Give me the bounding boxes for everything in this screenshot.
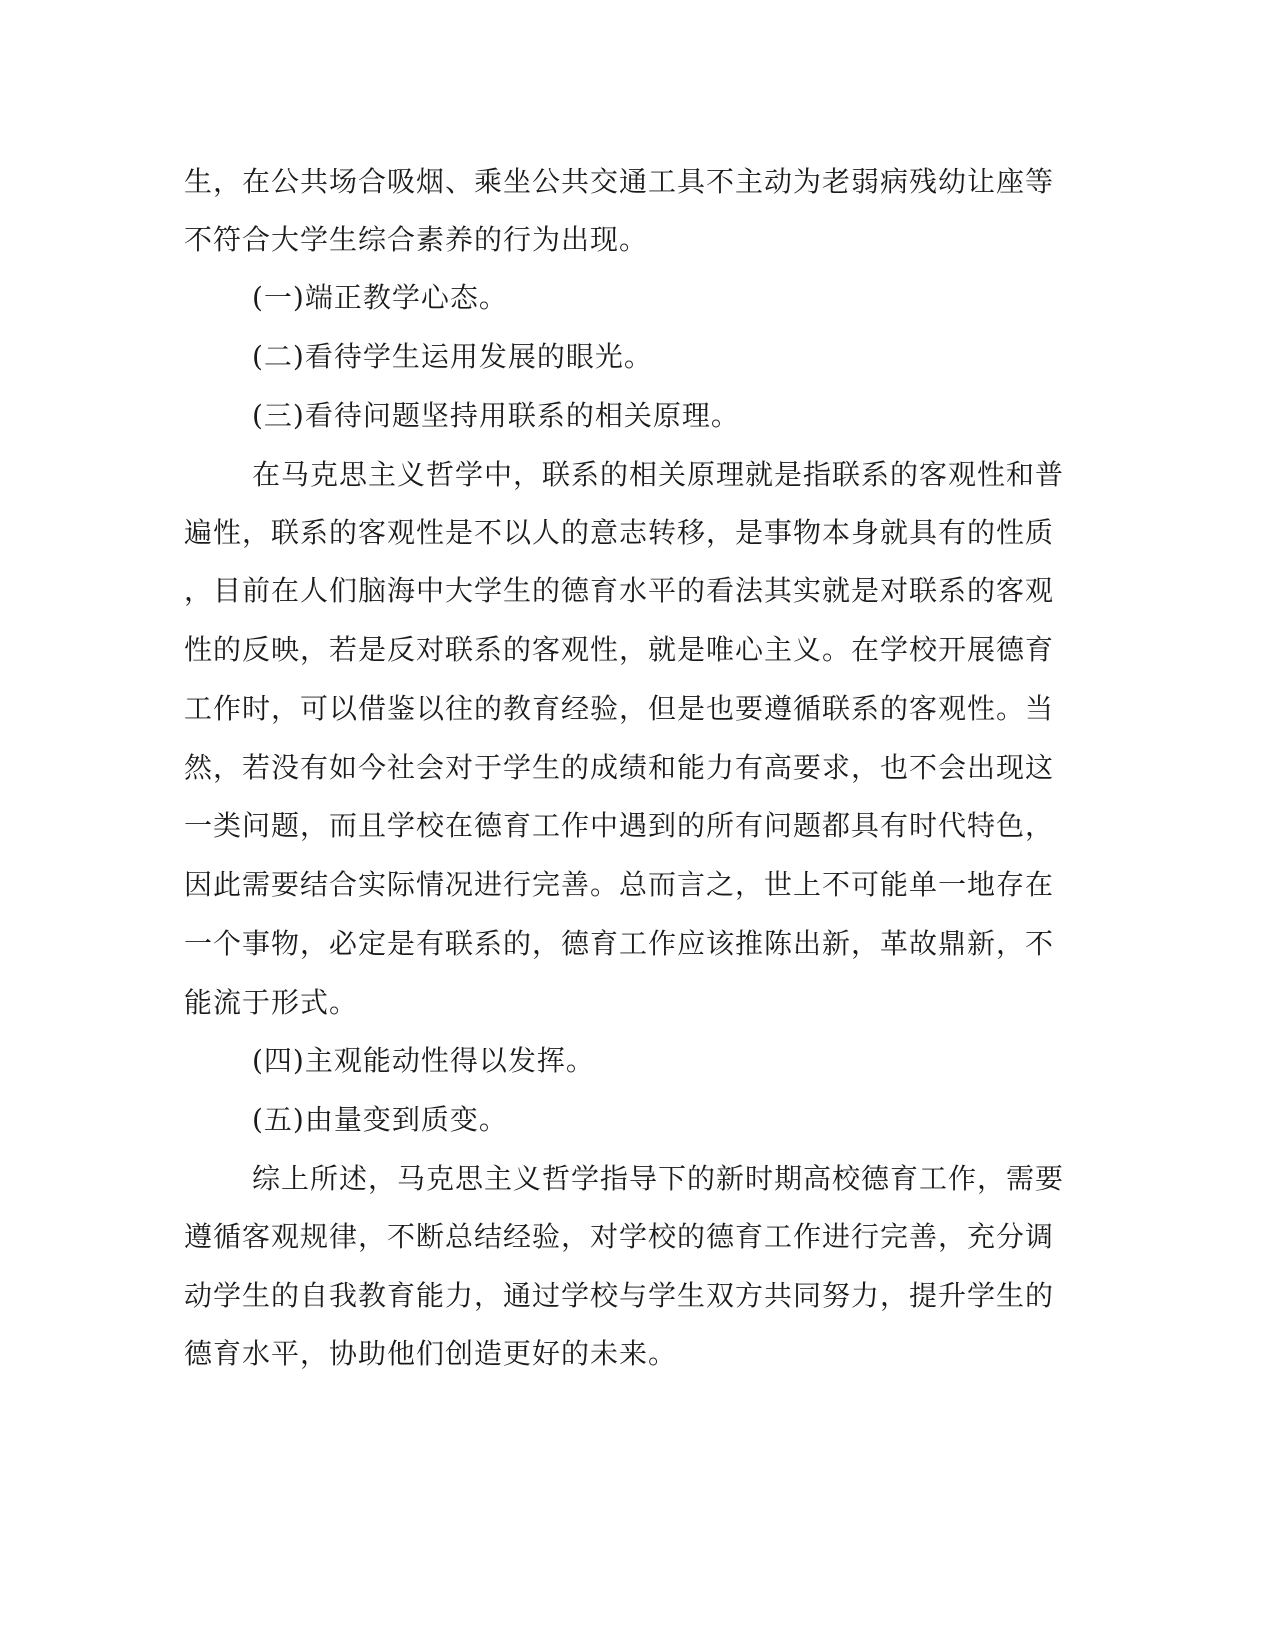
section-heading: (二)看待学生运用发展的眼光。: [252, 340, 653, 373]
text-line: 一类问题，而且学校在德育工作中遇到的所有问题都具有时代特色，: [184, 809, 1055, 842]
text-line: 遵循客观规律，不断总结经验，对学校的德育工作进行完善，充分调: [184, 1220, 1055, 1253]
text-line: 能流于形式。: [184, 986, 359, 1019]
section-heading: (五)由量变到质变。: [252, 1103, 508, 1136]
text-line: 工作时，可以借鉴以往的教育经验，但是也要遵循联系的客观性。当: [184, 692, 1055, 725]
section-heading: (一)端正教学心态。: [252, 281, 508, 314]
text-line: 然，若没有如今社会对于学生的成绩和能力有高要求，也不会出现这: [184, 751, 1055, 784]
text-line: 遍性，联系的客观性是不以人的意志转移，是事物本身就具有的性质: [184, 516, 1055, 549]
text-line: ，目前在人们脑海中大学生的德育水平的看法其实就是对联系的客观: [184, 574, 1055, 607]
text-line: 在马克思主义哲学中，联系的相关原理就是指联系的客观性和普: [252, 458, 1065, 491]
text-line: 动学生的自我教育能力，通过学校与学生双方共同努力，提升学生的: [184, 1279, 1055, 1312]
text-line: 综上所述，马克思主义哲学指导下的新时期高校德育工作，需要: [252, 1162, 1065, 1195]
text-line: 一个事物，必定是有联系的，德育工作应该推陈出新，革故鼎新，不: [184, 927, 1055, 960]
section-heading: (三)看待问题坚持用联系的相关原理。: [252, 399, 740, 432]
text-line: 因此需要结合实际情况进行完善。总而言之，世上不可能单一地存在: [184, 868, 1055, 901]
text-line: 德育水平，协助他们创造更好的未来。: [184, 1337, 678, 1370]
section-heading: (四)主观能动性得以发挥。: [252, 1044, 595, 1077]
text-line: 生，在公共场合吸烟、乘坐公共交通工具不主动为老弱病残幼让座等: [184, 165, 1055, 198]
text-line: 性的反映，若是反对联系的客观性，就是唯心主义。在学校开展德育: [184, 633, 1055, 666]
text-line: 不符合大学生综合素养的行为出现。: [184, 223, 649, 256]
